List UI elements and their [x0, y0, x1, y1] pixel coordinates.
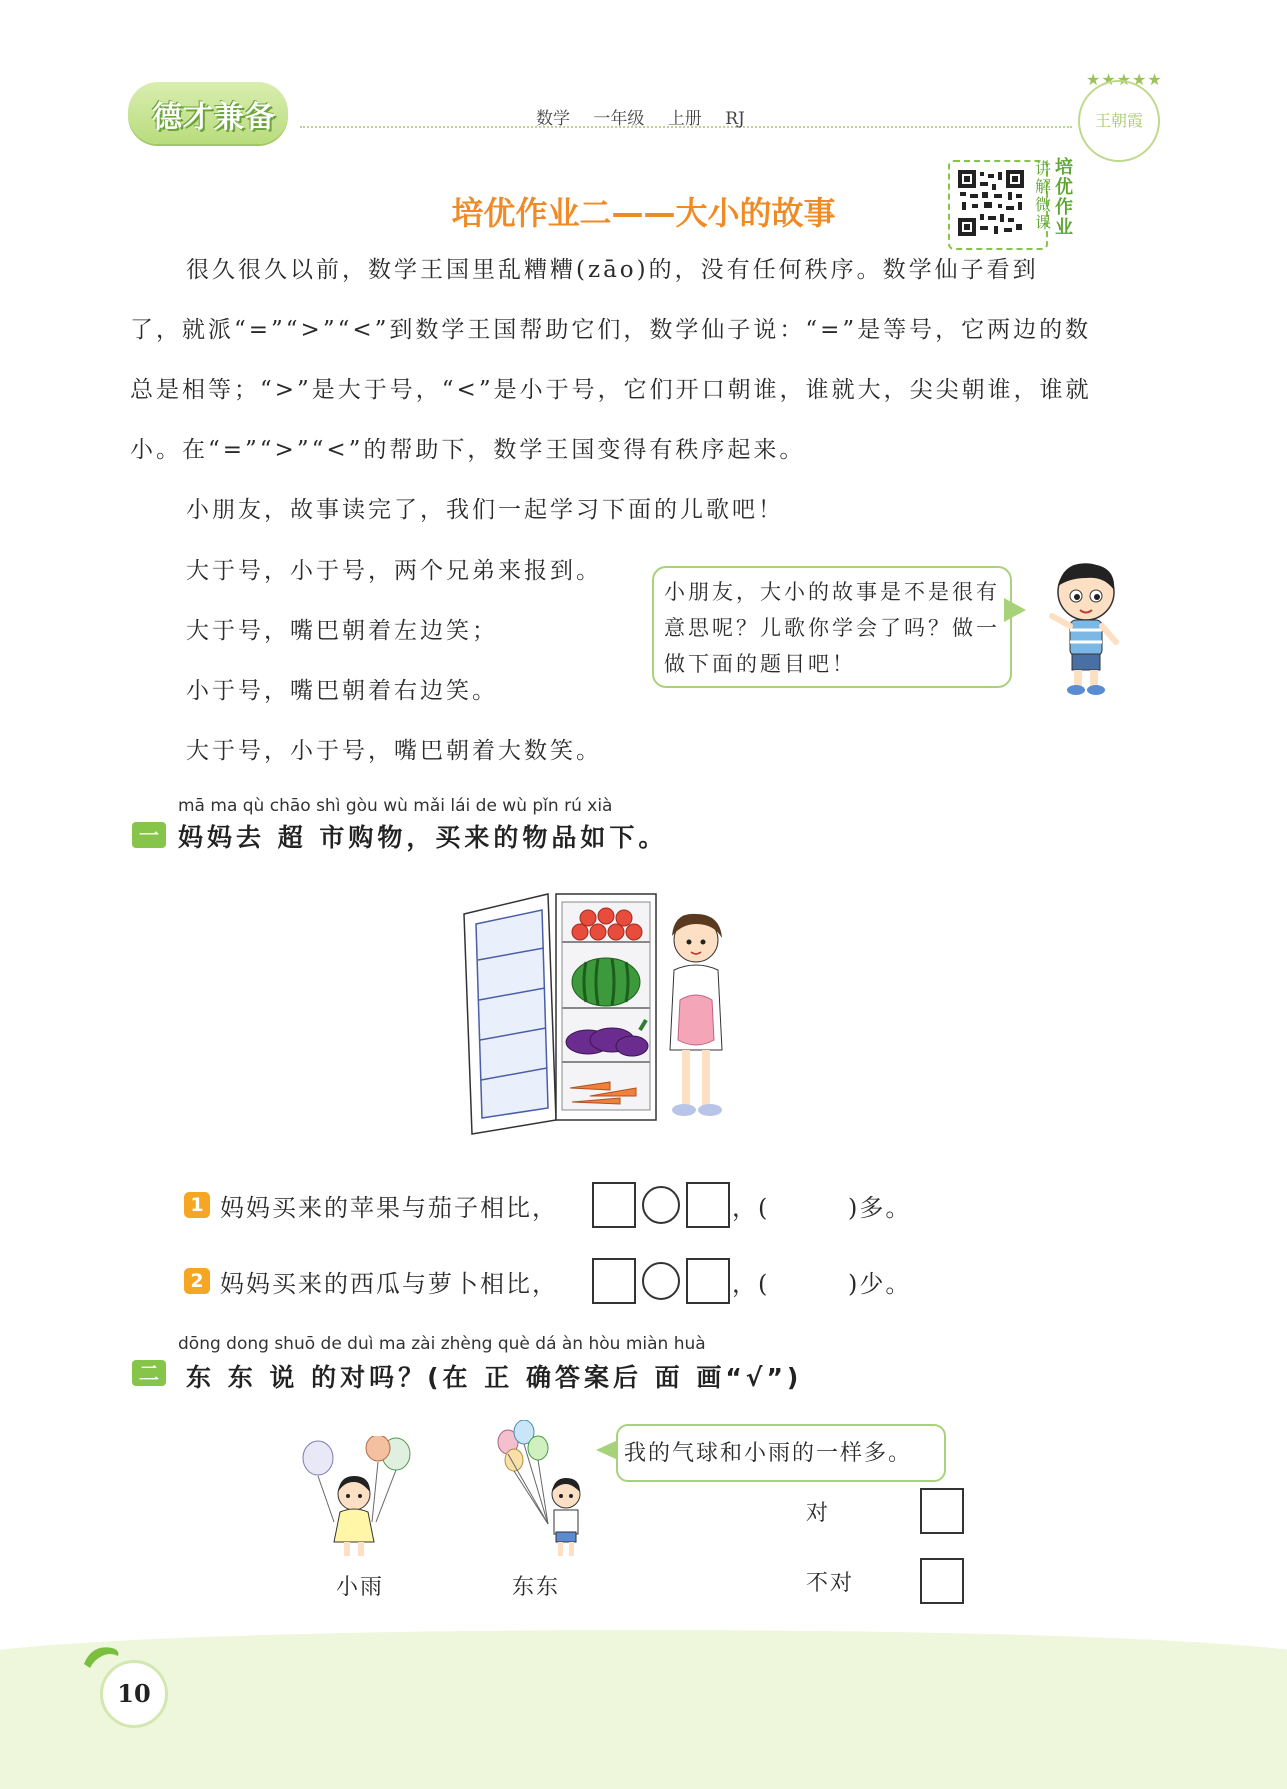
header-info: [536, 104, 763, 129]
question-2-number: 2: [184, 1268, 210, 1294]
qr-code-icon[interactable]: [958, 170, 1024, 236]
song-line-3: 小于号，嘴巴朝着右边笑。: [186, 678, 498, 704]
question-1-answer-box-right[interactable]: [686, 1182, 730, 1228]
section2-marker: 二: [132, 1360, 166, 1386]
boy-name-label: 东东: [512, 1575, 561, 1600]
question-2-answer-box-right[interactable]: [686, 1258, 730, 1304]
song-line-2: 大于号，嘴巴朝着左边笑；: [186, 618, 498, 644]
story-line-1: 很久很久以前，数学王国里乱糟糟(zāo)的，没有任何秩序。数学仙子看到: [186, 257, 1039, 283]
boy-speech-tail: [596, 1440, 618, 1460]
section1-title: 妈妈去 超 市购物，买来的物品如下。: [178, 823, 668, 852]
header-grade: 一年级: [593, 109, 645, 129]
question-1-compare-circle[interactable]: [642, 1186, 680, 1224]
brand-title: 德才兼备: [152, 100, 276, 135]
question-1-answer-box-left[interactable]: [592, 1182, 636, 1228]
question-1-number: 1: [184, 1192, 210, 1218]
story-line-2: 了，就派“=”“>”“<”到数学王国帮助它们，数学仙子说：“=”是等号，它两边的数: [130, 317, 1092, 343]
song-line-4: 大于号，小于号，嘴巴朝着大数笑。: [186, 738, 602, 764]
qr-label-homework: 培优作业: [1055, 157, 1073, 238]
header-subject: 数学: [536, 109, 570, 129]
question-2-answer-blank[interactable]: [764, 1264, 848, 1294]
question-2-compare-circle[interactable]: [642, 1262, 680, 1300]
question-2-paren-open: ，(: [732, 1270, 770, 1298]
girl-with-balloons-illustration: [300, 1436, 420, 1562]
question-1-answer-blank[interactable]: [764, 1188, 848, 1218]
stars-decoration: ★★★★★: [1086, 70, 1163, 89]
boy-illustration: [1046, 556, 1126, 696]
question-2-suffix: )少。: [848, 1270, 912, 1298]
section2-title: 东 东 说 的对吗？(在 正 确答案后 面 画“√”): [186, 1363, 803, 1392]
fridge-illustration: [460, 890, 740, 1140]
question-2-answer-box-left[interactable]: [592, 1258, 636, 1304]
seal-logo: 王朝霞: [1078, 80, 1160, 162]
header-edition: RJ: [725, 109, 745, 129]
option-incorrect-label: 不对: [806, 1571, 855, 1596]
boy-with-balloons-illustration: [494, 1420, 604, 1564]
section2-pinyin: dōng dong shuō de duì ma zài zhèng què dá àn hòu miàn huà: [178, 1334, 706, 1354]
story-line-4: 小。在“=”“>”“<”的帮助下，数学王国变得有秩序起来。: [130, 437, 806, 463]
question-1-suffix: )多。: [848, 1194, 912, 1222]
qr-label-lecture: 讲解微课: [1035, 159, 1052, 232]
song-line-1: 大于号，小于号，两个兄弟来报到。: [186, 558, 602, 584]
option-incorrect-checkbox[interactable]: [920, 1558, 964, 1604]
page-number: 10: [100, 1660, 168, 1728]
boy-speech-text: 我的气球和小雨的一样多。: [624, 1441, 913, 1466]
option-correct-checkbox[interactable]: [920, 1488, 964, 1534]
question-1-text: 妈妈买来的苹果与茄子相比，: [220, 1194, 558, 1222]
header-volume: 上册: [667, 109, 702, 129]
story-line-3: 总是相等；“>”是大于号，“<”是小于号，它们开口朝谁，谁就大，尖尖朝谁，谁就: [130, 377, 1092, 403]
story-line-5: 小朋友，故事读完了，我们一起学习下面的儿歌吧！: [186, 497, 784, 523]
girl-name-label: 小雨: [336, 1575, 385, 1600]
speech-bubble-text: 小朋友，大小的故事是不是很有意思呢？儿歌你学会了吗？做一做下面的题目吧！: [664, 580, 1000, 676]
option-correct-label: 对: [806, 1501, 831, 1526]
question-2-text: 妈妈买来的西瓜与萝卜相比，: [220, 1270, 558, 1298]
footer-background: [0, 1655, 1287, 1789]
page-title: 培优作业二——大小的故事: [451, 194, 836, 232]
section1-pinyin: mā ma qù chāo shì gòu wù mǎi lái de wù pǐn rú xià: [178, 796, 613, 816]
speech-bubble-tail: [1004, 598, 1026, 622]
question-1-paren-open: ，(: [732, 1194, 770, 1222]
section1-marker: 一: [132, 822, 166, 848]
